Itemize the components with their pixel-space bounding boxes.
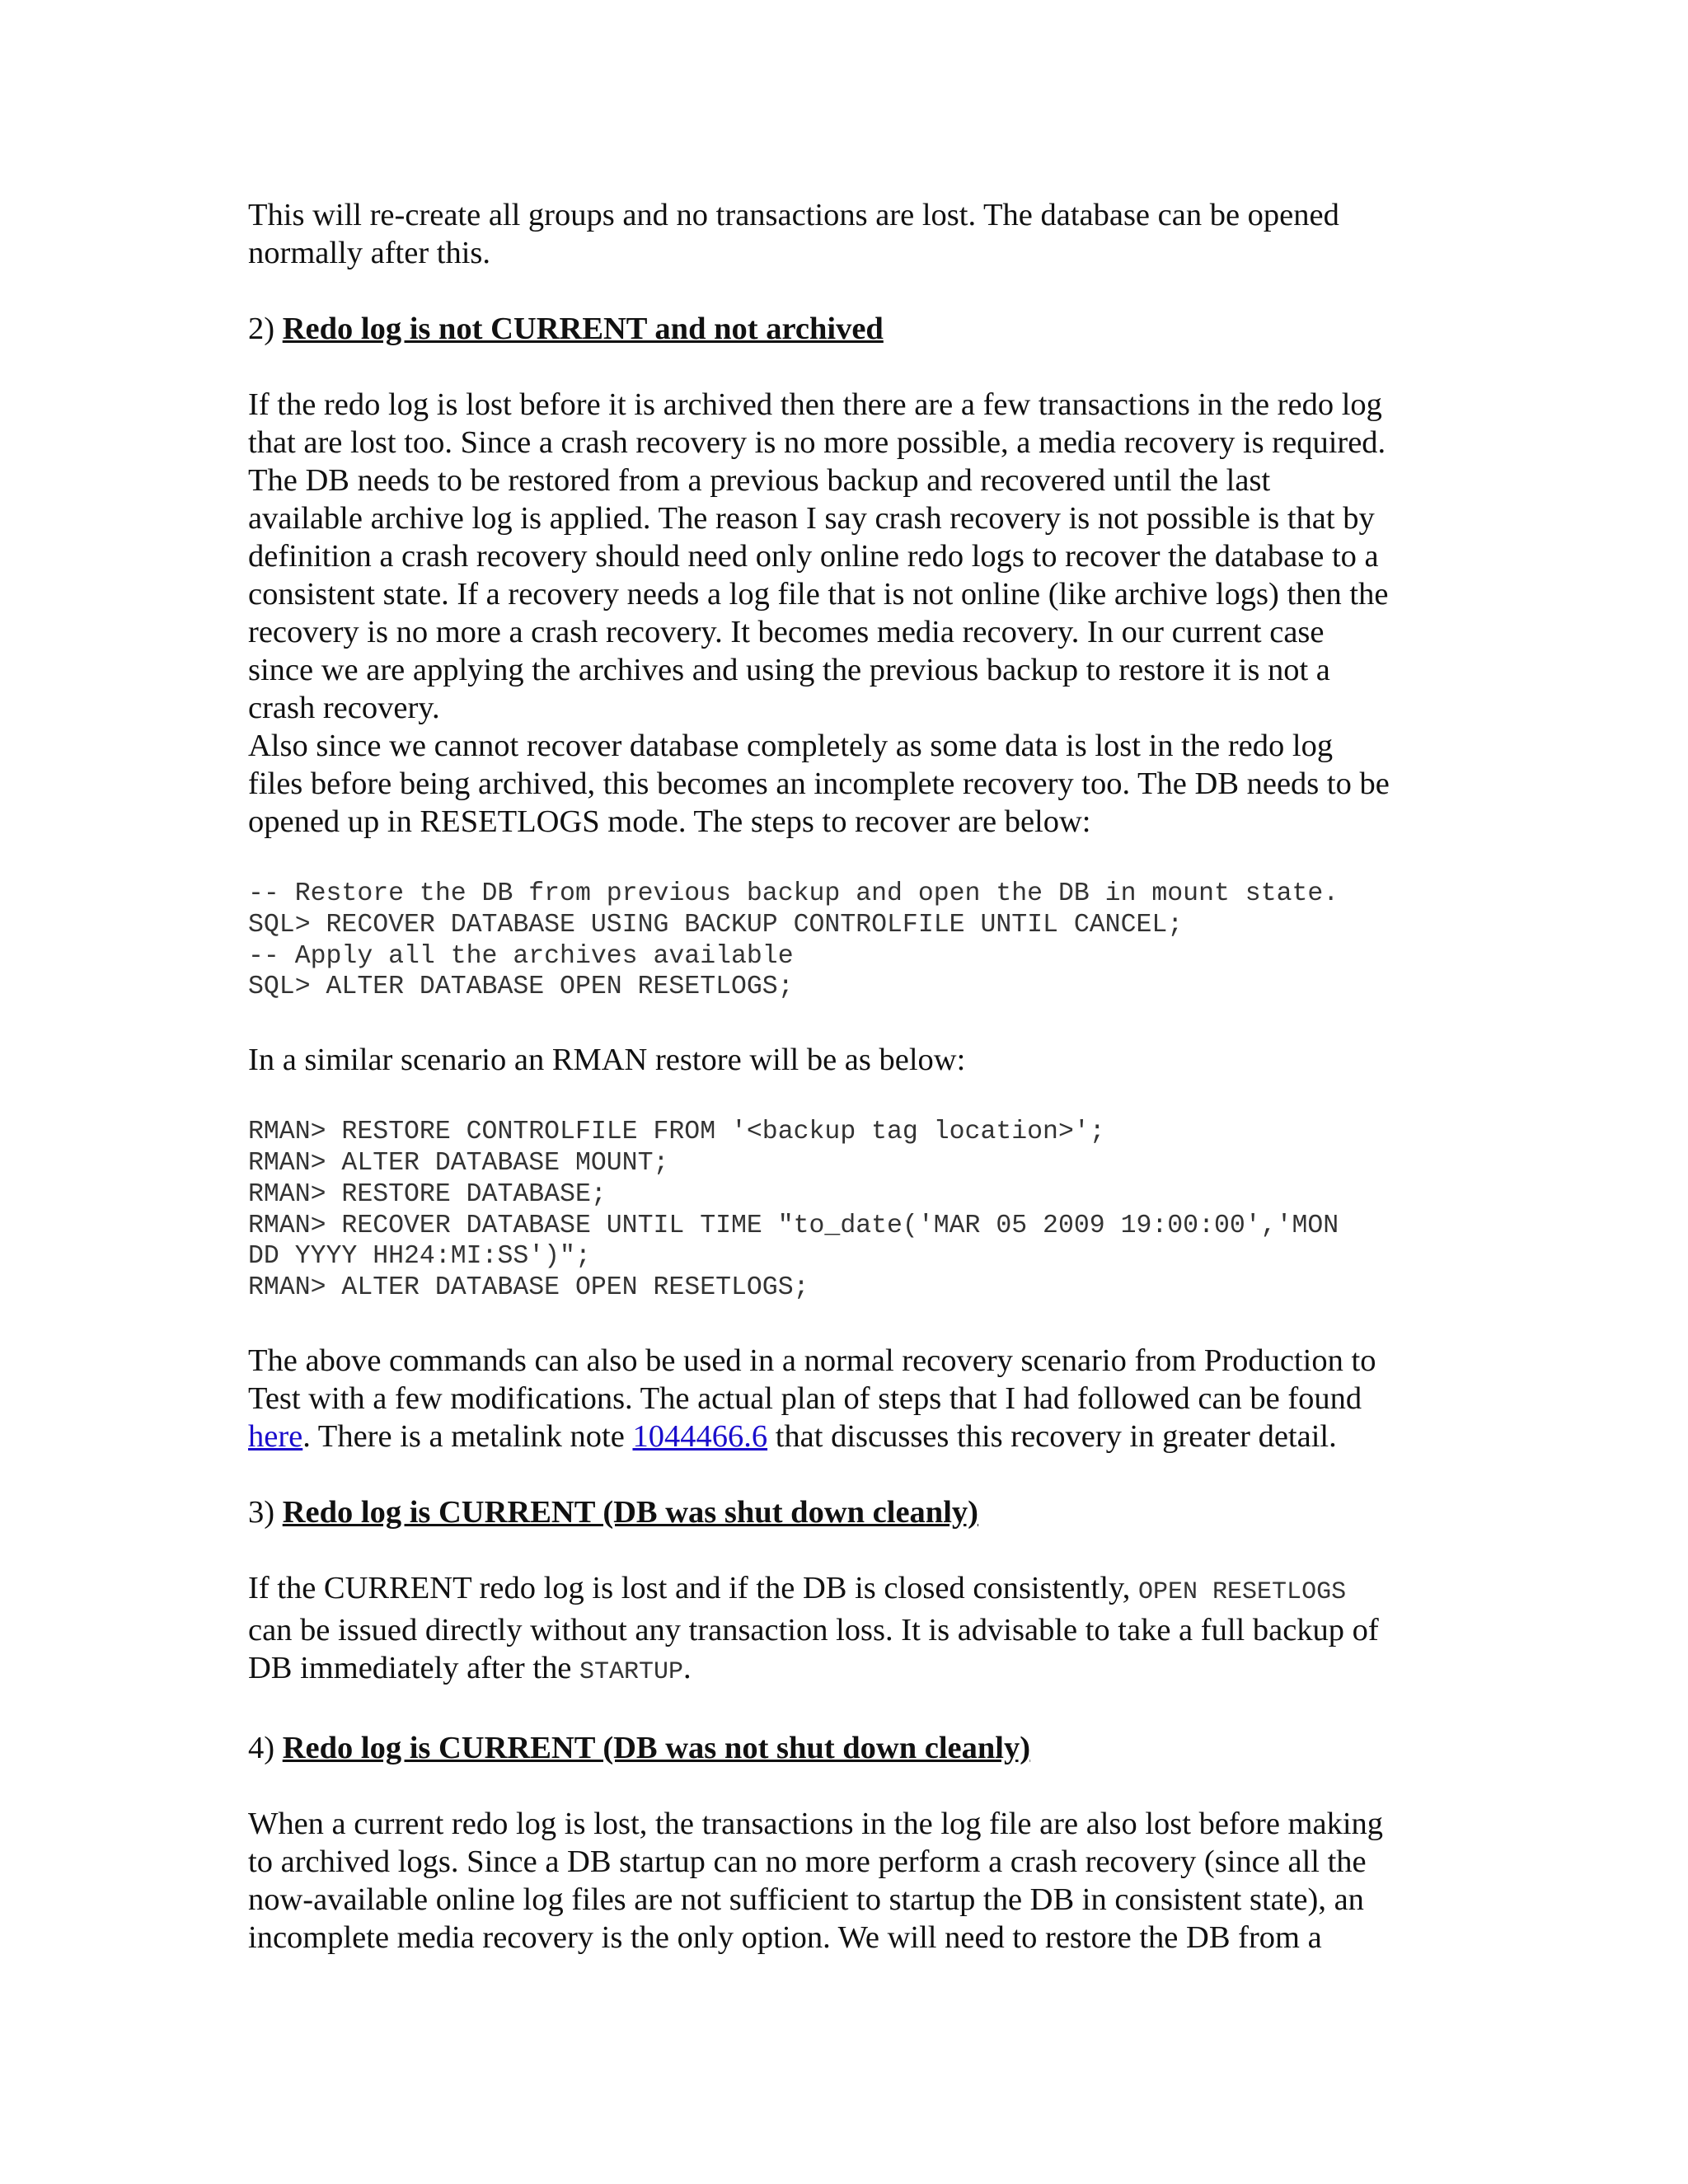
document-page	[248, 196, 1451, 1957]
text-line: definition a crash recovery should need only online redo logs to recover the database to a	[248, 539, 1379, 574]
metalink-note-link[interactable]: 1044466.6	[632, 1418, 768, 1454]
code-line: -- Restore the DB from previous backup and open the DB in mount state.	[248, 879, 1339, 908]
text-line: crash recovery.	[248, 691, 440, 725]
text-line: can be issued directly without any transaction loss. It is advisable to take a full backup of	[248, 1612, 1379, 1647]
text-line: now-available online log files are not sufficient to startup the DB in consistent state), an	[248, 1882, 1364, 1917]
section-4-paragraph	[248, 1805, 1451, 1957]
inline-code: OPEN RESETLOGS	[1138, 1577, 1347, 1606]
sql-code-block	[248, 879, 1451, 1003]
code-line: RMAN> RESTORE CONTROLFILE FROM '<backup tag location>';	[248, 1118, 1105, 1147]
section-2-paragraph	[248, 386, 1451, 727]
text-fragment: .	[683, 1650, 692, 1685]
text-line: consistent state. If a recovery needs a log file that is not online (like archive logs) then the	[248, 577, 1389, 612]
text-fragment: If the CURRENT redo log is lost and if the DB is closed consistently,	[248, 1570, 1139, 1605]
text-line	[248, 1649, 1451, 1691]
text-line: since we are applying the archives and using the previous backup to restore it is not a	[248, 653, 1330, 687]
text-line: This will re-create all groups and no transactions are lost. The database can be opened	[248, 198, 1339, 232]
text-line: files before being archived, this becomes an incomplete recovery too. The DB needs to be	[248, 766, 1390, 801]
text-line: The DB needs to be restored from a previous backup and recovered until the last	[248, 463, 1271, 498]
section-number: 3)	[248, 1494, 275, 1530]
here-link[interactable]: here	[248, 1418, 303, 1454]
text-line: opened up in RESETLOGS mode. The steps to recover are below:	[248, 804, 1091, 839]
section-title: Redo log is CURRENT (DB was shut down cleanly)	[282, 1494, 978, 1530]
code-line: RMAN> RESTORE DATABASE;	[248, 1179, 607, 1209]
text-fragment: that discusses this recovery in greater detail.	[767, 1418, 1337, 1454]
code-line: -- Apply all the archives available	[248, 941, 794, 971]
text-line: available archive log is applied. The reason I say crash recovery is not possible is that by	[248, 501, 1375, 536]
rman-code-block	[248, 1117, 1451, 1304]
text-fragment: . There is a metalink note	[302, 1418, 633, 1454]
code-line: DD YYYY HH24:MI:SS')";	[248, 1242, 591, 1272]
text-line: normally after this.	[248, 236, 491, 270]
section-3-heading	[248, 1493, 1451, 1531]
code-line: RMAN> ALTER DATABASE OPEN RESETLOGS;	[248, 1273, 809, 1303]
section-number: 4)	[248, 1730, 275, 1765]
text-line: If the redo log is lost before it is archived then there are a few transactions in the redo log	[248, 387, 1382, 422]
section-2-heading	[248, 310, 1451, 348]
closing-paragraph	[248, 1342, 1451, 1455]
section-number: 2)	[248, 312, 275, 346]
text-line: The above commands can also be used in a normal recovery scenario from Production to	[248, 1343, 1376, 1378]
section-title: Redo log is CURRENT (DB was not shut down cleanly)	[282, 1730, 1031, 1765]
text-line	[248, 1569, 1451, 1611]
text-line: to archived logs. Since a DB startup can no more perform a crash recovery (since all the	[248, 1844, 1367, 1879]
inline-code: STARTUP	[579, 1657, 684, 1686]
text-line: Test with a few modifications. The actual plan of steps that I had followed can be found	[248, 1380, 1362, 1416]
section-4-heading	[248, 1729, 1451, 1767]
text-line: Also since we cannot recover database completely as some data is lost in the redo log	[248, 729, 1334, 763]
section-2-paragraph-2	[248, 727, 1451, 841]
intro-paragraph	[248, 196, 1451, 272]
code-line: SQL> ALTER DATABASE OPEN RESETLOGS;	[248, 972, 794, 1002]
text-line: that are lost too. Since a crash recovery is no more possible, a media recovery is required.	[248, 425, 1386, 460]
code-line: SQL> RECOVER DATABASE USING BACKUP CONTROLFILE UNTIL CANCEL;	[248, 910, 1184, 940]
text-line: When a current redo log is lost, the transactions in the log file are also lost before making	[248, 1806, 1384, 1841]
code-line: RMAN> RECOVER DATABASE UNTIL TIME "to_date('MAR 05 2009 19:00:00','MON	[248, 1211, 1339, 1240]
rman-intro: In a similar scenario an RMAN restore will be as below:	[248, 1043, 966, 1078]
section-title: Redo log is not CURRENT and not archived	[282, 312, 884, 346]
text-line: recovery is no more a crash recovery. It becomes media recovery. In our current case	[248, 615, 1325, 649]
text-line-with-links	[248, 1418, 1451, 1455]
text-line: incomplete media recovery is the only option. We will need to restore the DB from a	[248, 1919, 1322, 1955]
code-line: RMAN> ALTER DATABASE MOUNT;	[248, 1148, 669, 1178]
text-fragment: DB immediately after the	[248, 1650, 579, 1685]
section-3-paragraph	[248, 1569, 1451, 1691]
